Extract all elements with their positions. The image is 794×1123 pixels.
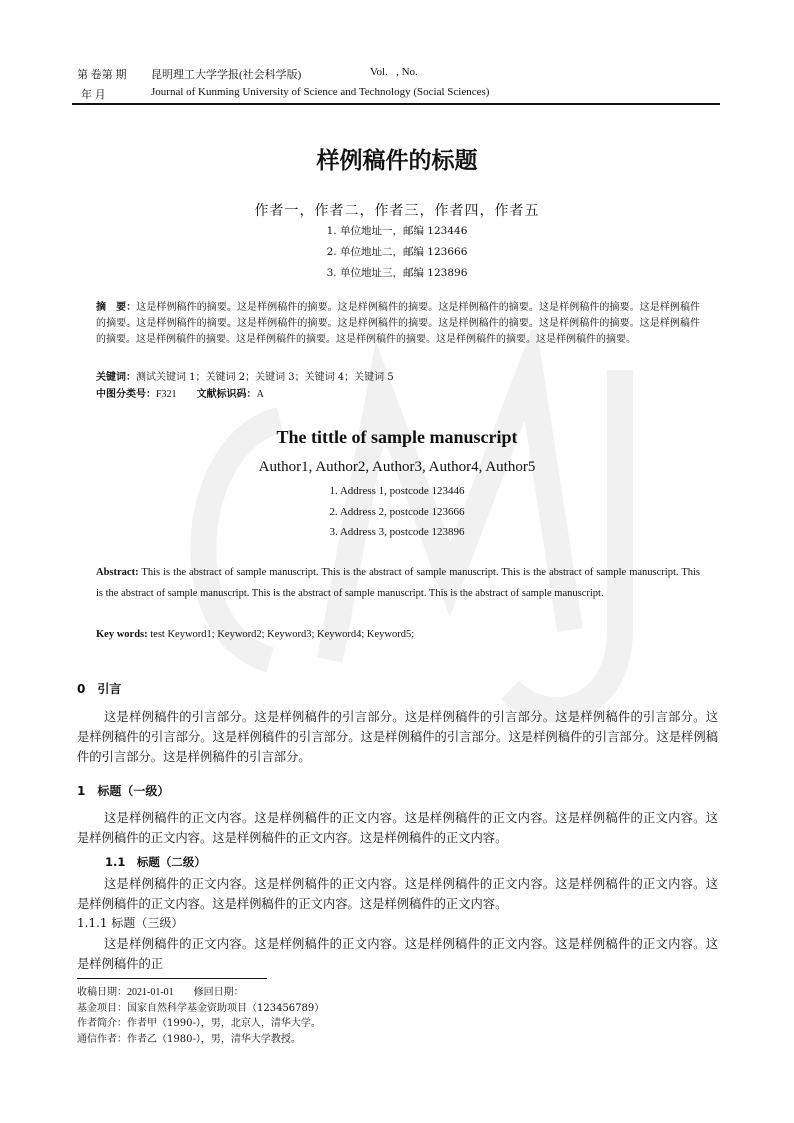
keywords-cn [96,370,700,386]
journal-name-cn: 昆明理工大学学报(社会科学版) [151,69,302,81]
keywords-text: 测试关键词 1；关键词 2；关键词 3；关键词 4；关键词 5 [136,372,394,383]
received-date: 2021-01-01 [127,987,194,998]
abstract-cn [96,300,700,348]
subsection-heading: 1.1 标题（二级） [105,855,206,869]
section-paragraph: 这是样例稿件的引言部分。这是样例稿件的引言部分。这是样例稿件的引言部分。这是样例稿件的引言部分。这是样例稿件的引言部分。这是样例稿件的引言部分。这是样例稿件的引言部分。这是样例稿件的引言部分。这是样例稿件的引言部分。这是样例稿件的引言部分。 [77,710,718,764]
abstract-en [96,562,700,604]
corresponding-label: 通信作者： [77,1033,127,1045]
authors-cn: 作者一，作者二，作者三，作者四，作者五 [254,203,540,219]
corresponding-text: 作者乙（1980-），男，清华大学教授。 [127,1033,301,1045]
footnote-author-bio [77,1016,324,1032]
abstract-en-text: This is the abstract of sample manuscript. This is the abstract of sample manuscript. This is the abstract of sample manuscript. This is the abstract of sample manuscript. This is the abstract of sample manuscript. This is the abstract of sample manuscript. [96,567,700,599]
section-paragraph: 这是样例稿件的正文内容。这是样例稿件的正文内容。这是样例稿件的正文内容。这是样例稿件的正文内容。这是样例稿件的正 [77,937,718,971]
bio-text: 作者甲（1990-），男，北京人，清华大学。 [127,1018,321,1029]
journal-name-en: Journal of Kunming University of Science and Technology (Social Sciences) [151,86,490,98]
section-paragraph: 这是样例稿件的正文内容。这是样例稿件的正文内容。这是样例稿件的正文内容。这是样例稿件的正文内容。这是样例稿件的正文内容。这是样例稿件的正文内容。这是样例稿件的正文内容。 [77,877,718,911]
revised-label: 修回日期： [193,987,244,998]
address-en: 2. Address 2, postcode 123666 [329,505,465,518]
title-en: The tittle of sample manuscript [276,427,518,447]
abstract-label: 摘 要： [96,302,137,313]
volume-label: Vol. , No. [370,66,418,78]
keywords-en-text: test Keyword1; Keyword2; Keyword3; Keyword4; Keyword5; [147,629,415,640]
footnotes [77,985,324,1047]
fund-label: 基金项目： [77,1002,127,1014]
section-paragraph: 这是样例稿件的正文内容。这是样例稿件的正文内容。这是样例稿件的正文内容。这是样例稿件的正文内容。这是样例稿件的正文内容。这是样例稿件的正文内容。这是样例稿件的正文内容。 [77,811,718,845]
addresses-en [0,481,794,543]
address-en: 3. Address 3, postcode 123896 [329,526,465,538]
address-cn: 2. 单位地址二，邮编 123666 [326,246,468,258]
bio-label: 作者简介： [77,1018,127,1029]
footnote-dates [77,985,324,1001]
address-en: 1. Address 1, postcode 123446 [329,485,465,497]
received-label: 收稿日期： [77,987,127,998]
title-cn: 样例稿件的标题 [316,148,478,174]
footnote-fund [77,1001,324,1017]
keywords-en-label: Key words: [96,629,148,640]
keywords-label: 关键词： [96,372,136,383]
footnote-rule [77,978,267,979]
date-label: 年 月 [81,89,106,101]
address-cn: 1. 单位地址一，邮编 123446 [326,225,468,237]
header-rule [72,103,720,105]
address-cn: 3. 单位地址三，邮编 123896 [326,267,468,279]
section-heading: 0 引言 [77,682,122,696]
keywords-en [96,624,700,645]
issue-label: 第 卷第 期 [77,69,127,81]
clc-value: F321 [156,389,177,400]
abstract-en-label: Abstract: [96,567,139,578]
classification [96,387,700,403]
footnote-corresponding [77,1032,324,1048]
authors-en: Author1, Author2, Author3, Author4, Author5 [258,459,536,475]
subsubsection-heading: 1.1.1 标题（三级） [77,916,184,930]
section-heading: 1 标题（一级） [77,784,170,798]
doc-code-label: 文献标识码： [196,389,257,400]
abstract-text: 这是样例稿件的摘要。这是样例稿件的摘要。这是样例稿件的摘要。这是样例稿件的摘要。这是样例稿件的摘要。这是样例稿件的摘要。这是样例稿件的摘要。这是样例稿件的摘要。这是样例稿件的摘要。这是样例稿件的摘要。这是样例稿件的摘要。这是样例稿件的摘要。这是样例稿件的摘要。这是样例稿件的摘要。这是样例稿件的摘要。这是样例稿件的摘要。这是样例稿件的摘要。 [96,302,701,345]
clc-label: 中图分类号： [96,389,156,400]
addresses-cn [0,221,794,284]
doc-code-value: A [256,389,264,400]
fund-text: 国家自然科学基金资助项目（123456789） [127,1002,325,1014]
